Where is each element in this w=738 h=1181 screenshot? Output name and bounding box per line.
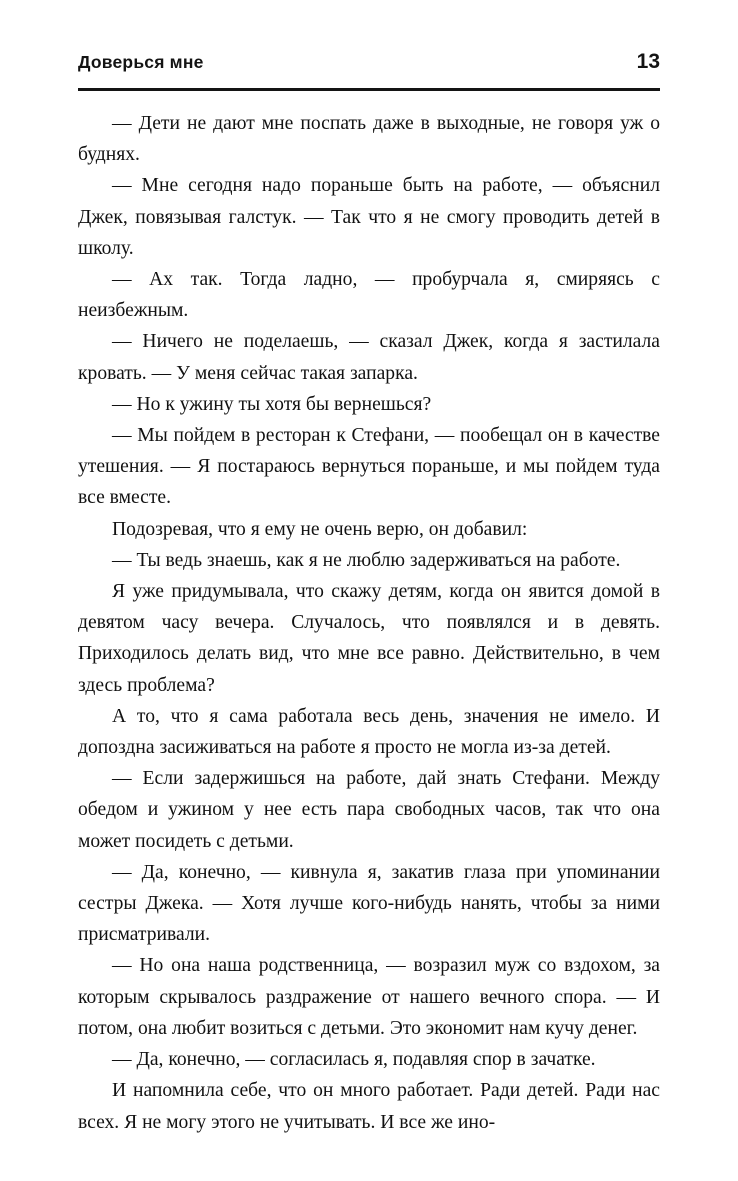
paragraph: — Если задержишься на работе, дай знать Стефани. Между обедом и ужином у нее есть пара свободных часов, так что она может посидеть с детьми. bbox=[78, 768, 660, 852]
paragraph: — Ах так. Тогда ладно, — пробурчала я, смиряясь с неизбежным. bbox=[78, 269, 660, 322]
paragraph: — Мы пойдем в ресторан к Стефани, — пообещал он в качестве утешения. — Я постараюсь вернуться пораньше, и мы пойдем туда все вместе. bbox=[78, 425, 660, 509]
paragraph: Я уже придумывала, что скажу детям, когда он явится домой в девятом часу вечера. Случалось, что появлялся и в девять. Приходилось делать вид, что мне все равно. Действительно, в чем здесь проблема? bbox=[78, 581, 660, 696]
paragraph: И напомнила себе, что он много работает. Ради детей. Ради нас всех. Я не могу этого не учитывать. И все же ино- bbox=[78, 1080, 660, 1133]
paragraph: Подозревая, что я ему не очень верю, он добавил: bbox=[112, 518, 528, 540]
paragraph: — Дети не дают мне поспать даже в выходные, не говоря уж о буднях. bbox=[78, 113, 660, 166]
running-title: Доверься мне bbox=[78, 52, 204, 72]
page-header bbox=[78, 50, 660, 74]
paragraph: А то, что я сама работала весь день, значения не имело. И допоздна засиживаться на работе я просто не могла из-за детей. bbox=[78, 705, 660, 759]
header-divider bbox=[78, 88, 660, 91]
paragraph: — Ничего не поделаешь, — сказал Джек, когда я застилала кровать. — У меня сейчас такая запарка. bbox=[78, 331, 660, 384]
paragraph: — Но она наша родственница, — возразил муж со вздохом, за которым скрывалось раздражение от нашего вечного спора. — И потом, она любит возиться с детьми. Это экономит нам кучу денег. bbox=[78, 955, 660, 1039]
paragraph: — Да, конечно, — согласилась я, подавляя спор в зачатке. bbox=[112, 1049, 596, 1071]
paragraph: — Мне сегодня надо пораньше быть на работе, — объяснил Джек, повязывая галстук. — Так что я не смогу проводить детей в школу. bbox=[78, 175, 660, 259]
paragraph: — Но к ужину ты хотя бы вернешься? bbox=[112, 393, 432, 415]
paragraph: — Ты ведь знаешь, как я не люблю задерживаться на работе. bbox=[112, 549, 621, 571]
page-body bbox=[78, 108, 660, 1138]
page-number: 13 bbox=[636, 50, 660, 73]
paragraph: — Да, конечно, — кивнула я, закатив глаза при упоминании сестры Джека. — Хотя лучше кого-нибудь нанять, чтобы за ними присматривали. bbox=[78, 861, 660, 946]
